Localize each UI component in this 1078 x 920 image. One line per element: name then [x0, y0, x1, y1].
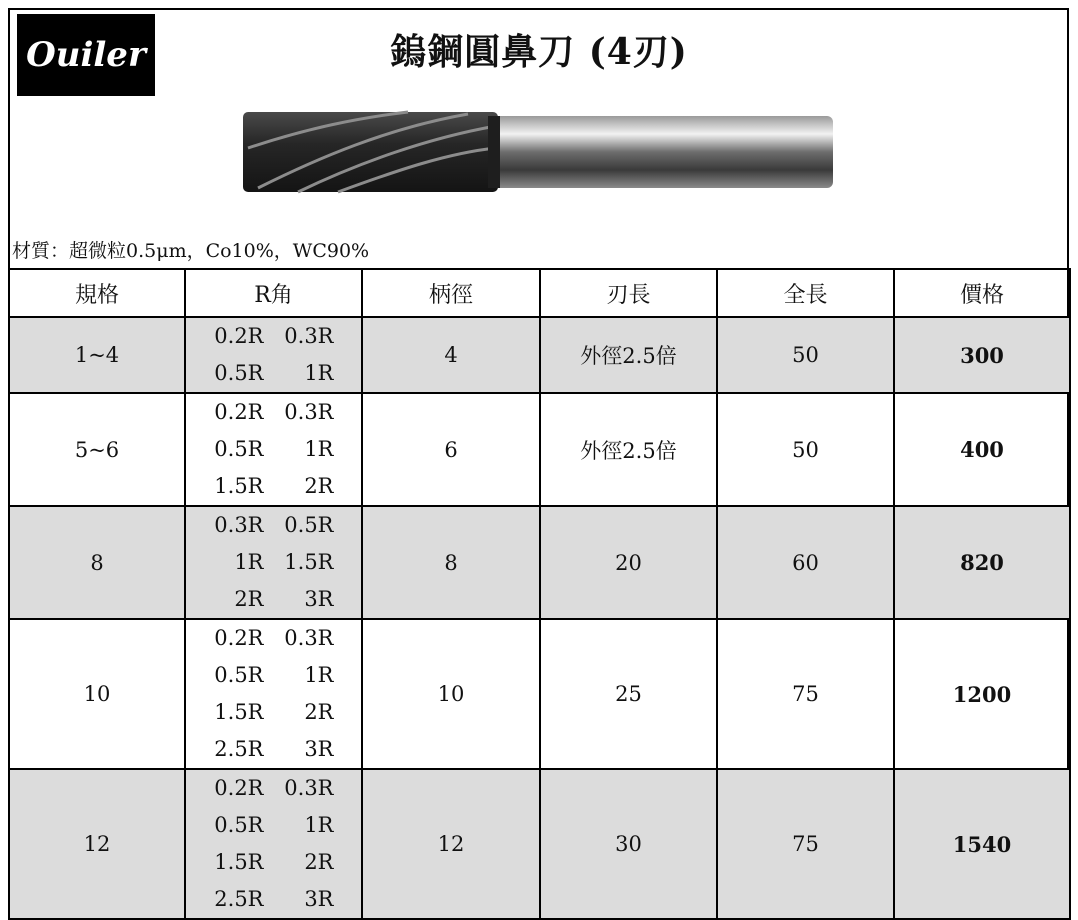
- r-corner-value: 2R: [304, 850, 334, 874]
- cell-shank: 6: [362, 393, 540, 506]
- r-corner-value: 0.5R: [284, 513, 334, 537]
- r-corner-value: 0.3R: [284, 324, 334, 348]
- r-corner-value: 0.5R: [214, 361, 264, 385]
- r-corner-value: 1R: [304, 437, 334, 461]
- header-flute-length: 刃長: [540, 269, 717, 317]
- cell-shank: 10: [362, 619, 540, 769]
- cell-price: 820: [894, 506, 1070, 619]
- r-corner-value: 0.2R: [214, 400, 264, 424]
- r-corner-value: 3R: [304, 737, 334, 761]
- r-corner-value: 0.2R: [214, 626, 264, 650]
- cell-spec: 1~4: [9, 317, 185, 393]
- r-corner-value: 1R: [304, 663, 334, 687]
- r-corner-value: 1.5R: [214, 850, 264, 874]
- table-row: [9, 769, 1070, 919]
- cell-overall-length: 60: [717, 506, 894, 619]
- r-corner-value: 0.5R: [214, 663, 264, 687]
- r-corner-value: 1.5R: [214, 700, 264, 724]
- cell-r-corner: [185, 506, 362, 619]
- header-shank-diameter: 柄徑: [362, 269, 540, 317]
- r-corner-list: [186, 318, 361, 392]
- table-header-row: [9, 269, 1070, 317]
- r-corner-value: 3R: [304, 587, 334, 611]
- material-spec: 材質：超微粒0.5μm，Co10%，WC90%: [12, 240, 370, 262]
- r-corner-list: [186, 620, 361, 768]
- r-corner-value: 1.5R: [214, 474, 264, 498]
- r-corner-value: 2R: [304, 474, 334, 498]
- cell-spec: 5~6: [9, 393, 185, 506]
- r-corner-value: 0.3R: [284, 400, 334, 424]
- cell-flute-length: 外徑2.5倍: [540, 393, 717, 506]
- r-corner-value: 1R: [304, 813, 334, 837]
- r-corner-value: 2R: [304, 700, 334, 724]
- cell-overall-length: 50: [717, 317, 894, 393]
- r-corner-list: [186, 770, 361, 918]
- r-corner-list: [186, 507, 361, 618]
- r-corner-value: 0.3R: [214, 513, 264, 537]
- table-row: [9, 506, 1070, 619]
- r-corner-value: 0.2R: [214, 324, 264, 348]
- table-row: [9, 317, 1070, 393]
- cell-flute-length: 20: [540, 506, 717, 619]
- r-corner-value: 1R: [304, 361, 334, 385]
- r-corner-value: 1R: [234, 550, 264, 574]
- cell-price: 400: [894, 393, 1070, 506]
- table-row: [9, 619, 1070, 769]
- cell-spec: 10: [9, 619, 185, 769]
- page-title: 鎢鋼圓鼻刀 (4刃): [390, 31, 688, 73]
- cell-shank: 4: [362, 317, 540, 393]
- cell-shank: 8: [362, 506, 540, 619]
- header-spec: 規格: [9, 269, 185, 317]
- cell-price: 1540: [894, 769, 1070, 919]
- cell-r-corner: [185, 317, 362, 393]
- header-r-corner: R角: [185, 269, 362, 317]
- r-corner-list: [186, 394, 361, 505]
- end-mill-image: [238, 108, 838, 196]
- r-corner-value: 0.3R: [284, 776, 334, 800]
- cell-price: 300: [894, 317, 1070, 393]
- cell-r-corner: [185, 769, 362, 919]
- cell-overall-length: 75: [717, 769, 894, 919]
- table-row: [9, 393, 1070, 506]
- cell-spec: 8: [9, 506, 185, 619]
- r-corner-value: 2.5R: [214, 887, 264, 911]
- r-corner-value: 0.3R: [284, 626, 334, 650]
- cell-flute-length: 外徑2.5倍: [540, 317, 717, 393]
- header-overall-length: 全長: [717, 269, 894, 317]
- cell-overall-length: 75: [717, 619, 894, 769]
- r-corner-value: 0.2R: [214, 776, 264, 800]
- r-corner-value: 0.5R: [214, 813, 264, 837]
- r-corner-value: 1.5R: [284, 550, 334, 574]
- cell-flute-length: 30: [540, 769, 717, 919]
- cell-flute-length: 25: [540, 619, 717, 769]
- r-corner-value: 2.5R: [214, 737, 264, 761]
- cell-spec: 12: [9, 769, 185, 919]
- spec-table: [8, 268, 1071, 920]
- cell-r-corner: [185, 393, 362, 506]
- cell-price: 1200: [894, 619, 1070, 769]
- cell-overall-length: 50: [717, 393, 894, 506]
- r-corner-value: 0.5R: [214, 437, 264, 461]
- cell-r-corner: [185, 619, 362, 769]
- cell-shank: 12: [362, 769, 540, 919]
- brand-logo: Ouiler: [17, 14, 155, 96]
- r-corner-value: 3R: [304, 887, 334, 911]
- tool-shank: [488, 116, 833, 188]
- header-price: 價格: [894, 269, 1070, 317]
- r-corner-value: 2R: [234, 587, 264, 611]
